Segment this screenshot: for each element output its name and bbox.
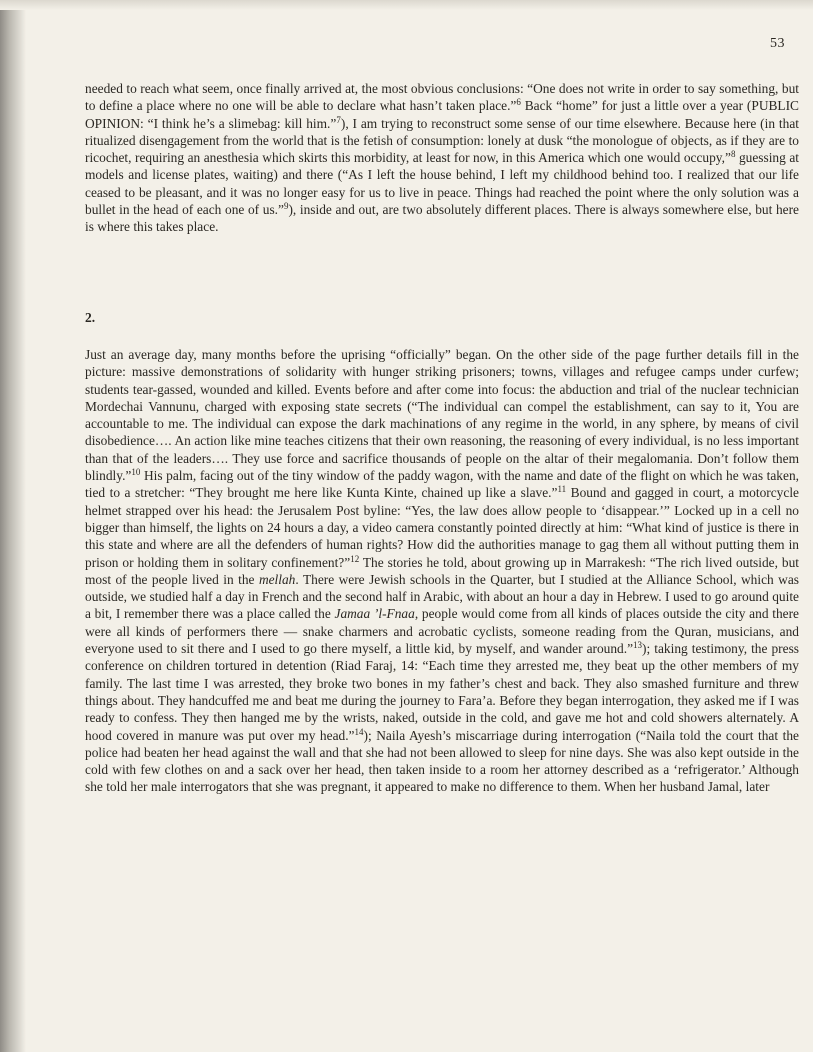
- paragraph-1-text: Back “home” for just a little over a year (PUBLIC OPINION: “I think he’s a slimebag: kill him.”: [85, 98, 799, 131]
- footnote-marker-14: 14: [354, 726, 364, 737]
- paragraph-2-text: His palm, facing out of the tiny window of the paddy wagon, with the name and date of the flight on which he was taken, tied to a stretcher: “They brought me here like Kunta Kinte, chained up like a slave.”: [85, 468, 799, 501]
- footnote-marker-8: 8: [730, 149, 736, 160]
- paragraph-1-text: needed to reach what seem, once finally arrived at, the most obvious conclusions: “One does not write in order to say something, but to define a place where no one will be able to declare what hasn’t taken place.”: [85, 81, 799, 114]
- book-spine-shadow: [0, 0, 26, 1052]
- page-top-edge: [0, 0, 813, 10]
- paragraph-2-text: Bound and gagged in court, a motorcycle helmet strapped over his head: the Jerusalem Post byline: “Yes, the law does allow people to ‘disappear.’” Locked up in a cell no bigger than himself, the lights on 24 hours a day, a video camera constantly pointed directly at him: “What kind of justice is there in this state and where are all the defenders of human rights? How did the authorities manage to gag them all without putting them in prison or holding them in solitary confinement?”: [85, 485, 799, 570]
- paragraph-2-text: ); taking testimony, the press conference on children tortured in detention (Riad Faraj, 14: “Each time they arrested me, they beat up the other members of my family. The last time I was arrested, they broke two bones in my father’s chest and back. They also smashed furniture and threw things about. They handcuffed me and beat me during the journey to Fara’a. Before they began interrogation, they asked me if I was ready to confess. They then hanged me by the wrists, naked, outside in the cold, and gave me hot and cold showers alternately. A hood covered in manure was put over my head.”: [85, 641, 799, 743]
- footnote-marker-10: 10: [131, 467, 141, 478]
- footnote-marker-12: 12: [350, 553, 360, 564]
- paragraph-1: [85, 80, 799, 236]
- footnote-marker-9: 9: [283, 201, 289, 212]
- paragraph-1-text: ), inside and out, are two absolutely different places. There is always somewhere else, but here is where this takes place.: [85, 202, 799, 235]
- italic-term-mellah: mellah: [258, 571, 296, 587]
- page-number: 53: [770, 36, 785, 51]
- paragraph-2: [85, 346, 799, 796]
- footnote-marker-11: 11: [557, 484, 567, 495]
- paragraph-2-text: The stories he told, about growing up in Marrakesh: “The rich lived outside, but most of the people lived in the: [85, 554, 799, 587]
- italic-term-jamaa-l-fnaa: Jamaa ’l-Fnaa: [334, 606, 415, 622]
- footnote-marker-13: 13: [633, 640, 643, 651]
- footnote-marker-7: 7: [336, 114, 341, 125]
- paragraph-2-text: ); Naila Ayesh’s miscarriage during interrogation (“Naila told the court that the police had beaten her head against the wall and that she had not been allowed to sleep for nine days. She was also kept outside in the cold with few clothes on and a sack over her head, then taken inside to a room her attorney described as a ‘refrigerator.’ Although she told her male interrogators that she was pregnant, it appeared to make no difference to them. When her husband Jamal, later: [85, 727, 799, 795]
- paragraph-2-text: , people would come from all kinds of places outside the city and there were all kinds of performers there — snake charmers and acrobatic cyclists, someone reading from the Quran, musicians, and everyone used to sit there and I used to go there myself, a little kid, by myself, and wander around.”: [85, 606, 799, 657]
- paragraph-2-text: Just an average day, many months before the uprising “officially” began. On the other side of the page further details fill in the picture: massive demonstrations of solidarity with hunger striking prisoners; towns, villages and refugee camps under curfew; students tear-gassed, wounded and killed. Events before and after come into focus: the abduction and trial of the nuclear technician Mordechai Vannunu, charged with exposing state secrets (“The individual can compel the establishment, can say to it, You are accountable to me. The individual can expose the dark machinations of any regime in the world, in any sphere, by means of civil disobedience…. An action like mine teaches citizens that their own reasoning, the reasoning of every individual, is no less important than that of the leaders…. They use force and sacrifice thousands of people on the altar of their megalomania. Don’t follow them blindly.”: [85, 347, 799, 484]
- paragraph-1-text: ), I am trying to reconstruct some sense of our time elsewhere. Because here (in that ritualized disengagement from the world that is the fetish of consumption: lonely at dusk “the monologue of objects, as if they are to ricochet, requiring an anesthesia which skirts this morbidity, at least for now, in this America which one would occupy,”: [85, 115, 799, 166]
- section-heading: 2.: [85, 310, 96, 325]
- paragraph-1-text: guessing at models and license plates, waiting) and there (“As I left the house behind, I left my childhood behind too. I realized that our life ceased to be pleasant, and it was no longer easy for us to live in peace. Things had reached the point where the only solution was a bullet in the head of each one of us.”: [85, 150, 799, 218]
- footnote-marker-6: 6: [516, 97, 521, 108]
- paragraph-2-text: . There were Jewish schools in the Quarter, but I studied at the Alliance School, which was outside, we studied half a day in French and the second half in Arabic, with about an hour a day in Hebrew. I used to go around quite a bit, I remember there was a place called the: [85, 571, 799, 622]
